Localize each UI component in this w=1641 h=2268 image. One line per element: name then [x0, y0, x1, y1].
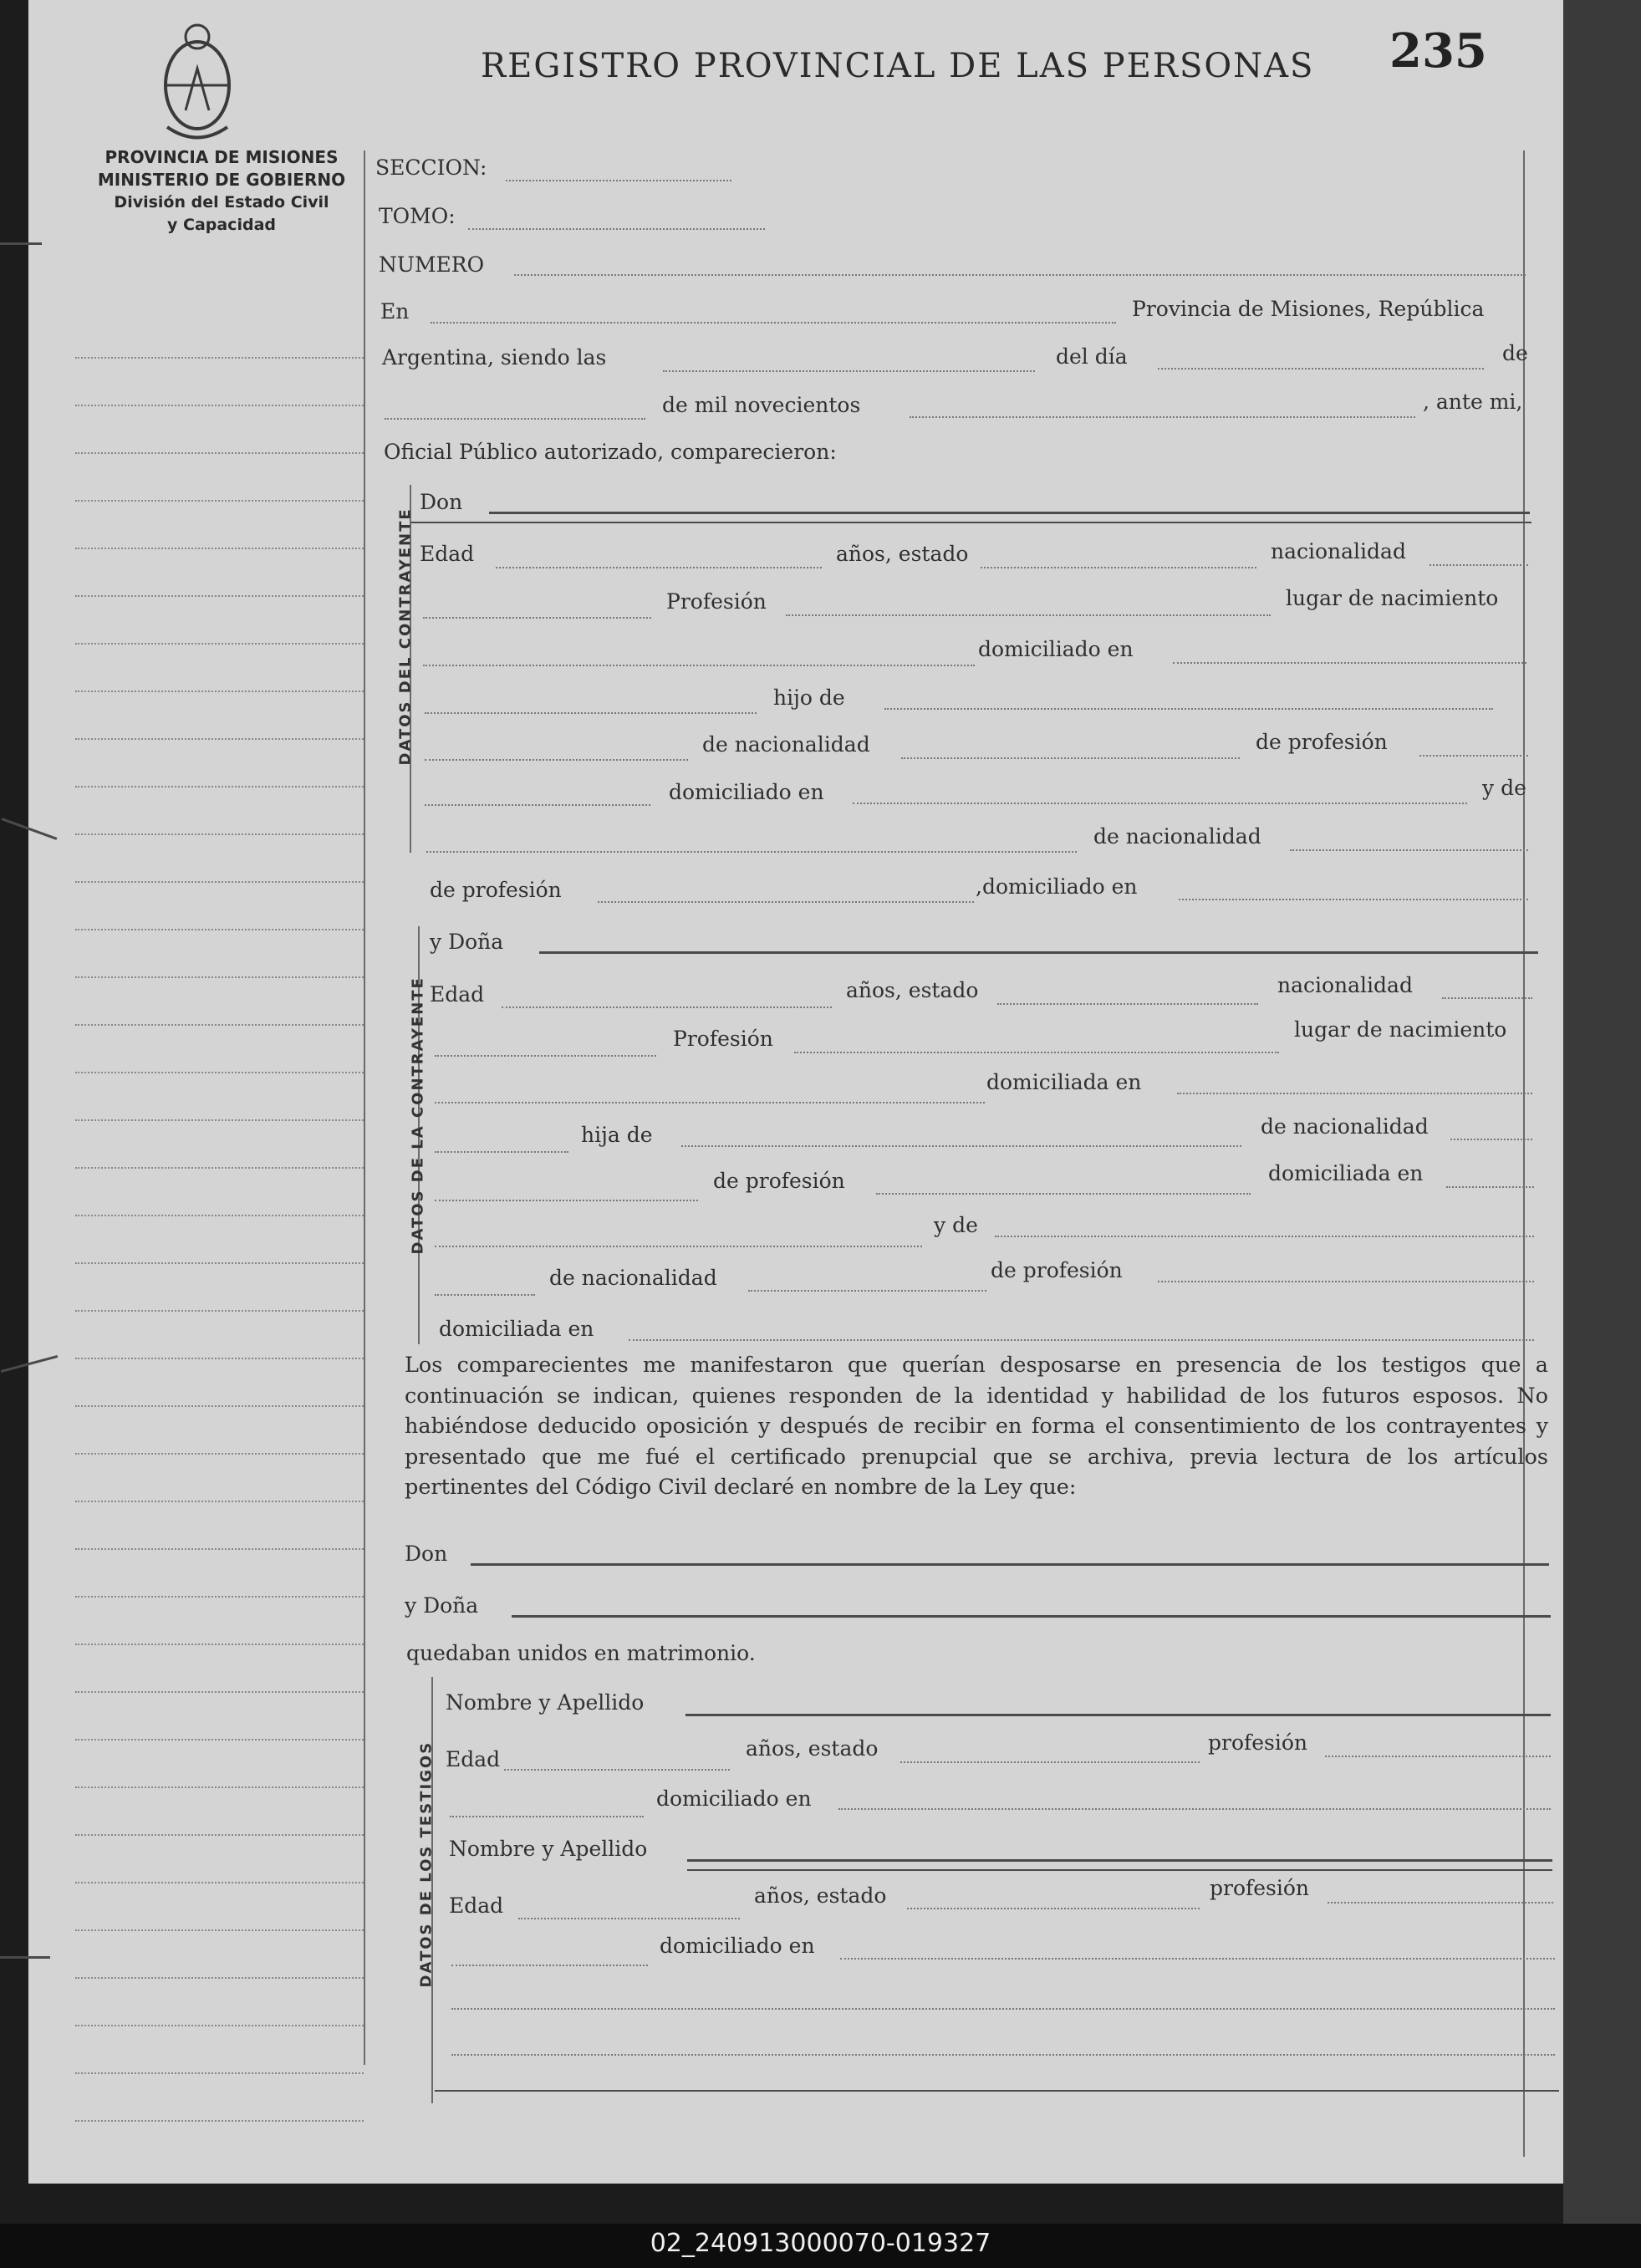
domiciliado2-label: domiciliado en: [660, 1934, 815, 1958]
bride-madre-prof-field[interactable]: [1158, 1281, 1534, 1282]
de-nacionalidad2-label: de nacionalidad: [1093, 824, 1261, 849]
margin-note-line[interactable]: [75, 311, 364, 359]
domiciliado2-label: domiciliado en: [669, 780, 824, 804]
margin-note-line[interactable]: [75, 1788, 364, 1836]
groom-union-name-field[interactable]: [471, 1563, 1549, 1566]
bride-section-label: DATOS DE LA CONTRAYENTE: [409, 976, 427, 1255]
margin-notes: [75, 311, 364, 2122]
numero-label: NUMERO: [379, 252, 485, 277]
margin-note-line[interactable]: [75, 1740, 364, 1788]
bride-padre-field[interactable]: [681, 1145, 1241, 1147]
bride-madre-dom-field[interactable]: [629, 1339, 1534, 1341]
tomo-label: TOMO:: [379, 204, 456, 228]
mil-novecientos-label: de mil novecientos: [662, 393, 861, 417]
image-identifier: 02_240913000070-019327: [650, 2229, 991, 2258]
lugar-nacimiento-label: lugar de nacimiento: [1294, 1017, 1507, 1042]
anos-estado1-label: años, estado: [746, 1736, 879, 1761]
lugar-nacimiento-label: lugar de nacimiento: [1286, 586, 1499, 610]
binding-stitch: [0, 242, 42, 245]
margin-note-line[interactable]: [75, 1598, 364, 1645]
bride-madre2-field[interactable]: [435, 1294, 535, 1296]
groom-domicilio-field[interactable]: [1173, 662, 1526, 664]
margin-note-line[interactable]: [75, 1216, 364, 1264]
margin-note-line[interactable]: [75, 1455, 364, 1502]
anio-field[interactable]: [910, 416, 1415, 418]
groom-lugar-field[interactable]: [423, 665, 975, 666]
dept-line: MINISTERIO DE GOBIERNO: [97, 170, 346, 190]
bride-profesion-pre-field[interactable]: [435, 1055, 656, 1057]
margin-note-line[interactable]: [75, 502, 364, 549]
groom-madre-nac-field[interactable]: [1290, 849, 1528, 851]
groom-padre2-field[interactable]: [425, 759, 688, 761]
bride-madre-field[interactable]: [995, 1236, 1534, 1237]
domiciliado1-label: domiciliado en: [656, 1786, 812, 1811]
domiciliado3-label: ,domiciliado en: [976, 874, 1138, 899]
margin-note-line[interactable]: [75, 1026, 364, 1073]
bride-edad-field[interactable]: [502, 1007, 832, 1008]
page-title: REGISTRO PROVINCIAL DE LAS PERSONAS: [481, 47, 1315, 85]
groom-section-label: DATOS DEL CONTRAYENTE: [396, 507, 415, 766]
groom-padre-dom-field[interactable]: [853, 803, 1467, 804]
margin-note-line[interactable]: [75, 1121, 364, 1169]
argentina-coat-of-arms-icon: [161, 18, 234, 144]
hijo-de-label: hijo de: [773, 685, 845, 710]
witness-extra-line[interactable]: [451, 2008, 1555, 2010]
provincia-text: Provincia de Misiones, República: [1132, 297, 1485, 321]
witness2-edad-field[interactable]: [518, 1918, 740, 1919]
margin-note-line[interactable]: [75, 1645, 364, 1693]
don-label: Don: [405, 1542, 448, 1566]
folio-number: 235: [1389, 23, 1487, 79]
hija-de-label: hija de: [581, 1123, 653, 1147]
de-profesion-label: de profesión: [713, 1169, 845, 1193]
nombre1-label: Nombre y Apellido: [446, 1690, 645, 1715]
edad-label: Edad: [430, 982, 485, 1007]
witness2-profesion-field[interactable]: [1328, 1902, 1553, 1904]
groom-estado-field[interactable]: [981, 567, 1256, 568]
bride-lugar-field[interactable]: [435, 1102, 985, 1103]
margin-note-line[interactable]: [75, 787, 364, 835]
margin-note-line[interactable]: [75, 2074, 364, 2122]
witnesses-section-label: DATOS DE LOS TESTIGOS: [417, 1740, 436, 1988]
bride-domicilio2-field[interactable]: [435, 1151, 568, 1153]
domiciliada2-label: domiciliada en: [1268, 1161, 1424, 1185]
y-de-label: y de: [1482, 776, 1526, 800]
margin-note-line[interactable]: [75, 1312, 364, 1359]
declaration-text: Los comparecientes me manifestaron que querían desposarse en presencia de los testigos que a continuación se indican, quienes responden de la identidad y habilidad de los futuros esposos. No habiéndose deducido oposición y después de recibir en forma el consentimiento de los contrayentes y presentado que me fué el certificado prenupcial que se archiva, previa lectura de los artículos pertinentes del Código Civil declaré en nombre de la Ley que:: [405, 1353, 1548, 1500]
binding-stitch: [0, 1956, 50, 1959]
groom-madre-dom-field[interactable]: [1179, 899, 1528, 900]
edad1-label: Edad: [446, 1747, 501, 1771]
groom-separator: [411, 522, 1531, 523]
dona-label: y Doña: [405, 1593, 479, 1618]
hora-field[interactable]: [663, 370, 1035, 372]
witness1-name-field[interactable]: [685, 1714, 1551, 1716]
margin-note-line[interactable]: [75, 692, 364, 740]
y-de-label: y de: [934, 1213, 978, 1237]
witness1-profesion2-field[interactable]: [450, 1816, 644, 1817]
dept-line: y Capacidad: [167, 216, 276, 234]
margin-note-line[interactable]: [75, 2026, 364, 2074]
bride-nacionalidad-field[interactable]: [1442, 997, 1532, 999]
profesion2-label: profesión: [1210, 1876, 1310, 1900]
margin-note-line[interactable]: [75, 1169, 364, 1216]
margin-note-line[interactable]: [75, 978, 364, 1026]
bride-union-name-field[interactable]: [512, 1615, 1551, 1618]
witness2-name-field[interactable]: [687, 1859, 1552, 1862]
nacionalidad-label: nacionalidad: [1271, 539, 1406, 563]
groom-nacionalidad-field[interactable]: [1430, 564, 1528, 566]
witness-extra-line[interactable]: [451, 2054, 1555, 2056]
groom-name-field[interactable]: [489, 512, 1530, 514]
witness1-estado-field[interactable]: [900, 1761, 1200, 1763]
margin-note-line[interactable]: [75, 1264, 364, 1312]
don-label: Don: [420, 490, 463, 514]
anos-estado2-label: años, estado: [754, 1883, 887, 1908]
margin-rule: [364, 150, 365, 2065]
witness2-estado-field[interactable]: [907, 1908, 1200, 1909]
dept-line: PROVINCIA DE MISIONES: [104, 147, 339, 167]
margin-note-line[interactable]: [75, 597, 364, 645]
bride-padre-nac-field[interactable]: [1450, 1139, 1532, 1140]
anos-estado-label: años, estado: [846, 978, 979, 1002]
witness2-profesion2-field[interactable]: [451, 1965, 648, 1966]
bride-padre-dom2-field[interactable]: [435, 1246, 922, 1247]
bride-domicilio-field[interactable]: [1177, 1093, 1532, 1094]
nombre2-label: Nombre y Apellido: [449, 1837, 648, 1861]
seccion-field[interactable]: [506, 180, 731, 181]
domiciliada-label: domiciliada en: [986, 1070, 1142, 1094]
groom-edad-field[interactable]: [496, 567, 822, 568]
witness1-domicilio-field[interactable]: [838, 1808, 1551, 1810]
domiciliada3-label: domiciliada en: [439, 1317, 594, 1341]
margin-note-line[interactable]: [75, 549, 364, 597]
dept-line: División del Estado Civil: [114, 193, 329, 212]
groom-padre-prof2-field[interactable]: [425, 804, 650, 806]
margin-note-line[interactable]: [75, 1407, 364, 1455]
margin-note-line[interactable]: [75, 835, 364, 883]
margin-note-line[interactable]: [75, 359, 364, 406]
ante-mi-text: , ante mi,: [1423, 390, 1523, 414]
groom-profesion-pre-field[interactable]: [423, 617, 651, 619]
witness1-edad-field[interactable]: [504, 1769, 730, 1771]
edad-label: Edad: [420, 542, 475, 566]
witness1-profesion-field[interactable]: [1325, 1756, 1551, 1757]
groom-domicilio2-field[interactable]: [425, 712, 757, 714]
margin-note-line[interactable]: [75, 645, 364, 692]
margin-note-line[interactable]: [75, 1883, 364, 1931]
groom-madre-prof-field[interactable]: [598, 901, 974, 903]
de-label: de: [1502, 341, 1528, 365]
groom-profesion-field[interactable]: [786, 614, 1271, 616]
domiciliado-label: domiciliado en: [978, 637, 1134, 661]
margin-note-line[interactable]: [75, 740, 364, 787]
de-nacionalidad-label: de nacionalidad: [1261, 1114, 1429, 1139]
groom-madre-field[interactable]: [426, 851, 1077, 853]
margin-note-line[interactable]: [75, 1931, 364, 1979]
margin-note-line[interactable]: [75, 1693, 364, 1740]
tomo-field[interactable]: [468, 228, 765, 230]
lugar-field[interactable]: [431, 322, 1116, 324]
margin-note-line[interactable]: [75, 1502, 364, 1550]
anos-estado-label: años, estado: [836, 542, 969, 566]
margin-note-line[interactable]: [75, 1073, 364, 1121]
margin-note-line[interactable]: [75, 1836, 364, 1883]
de-profesion2-label: de profesión: [430, 878, 562, 902]
bride-profesion-field[interactable]: [794, 1052, 1279, 1053]
dia-field[interactable]: [1158, 368, 1484, 370]
margin-note-line[interactable]: [75, 930, 364, 978]
de-profesion2-label: de profesión: [991, 1258, 1123, 1282]
margin-note-line[interactable]: [75, 883, 364, 930]
right-rule: [1523, 150, 1525, 2157]
bride-madre-nac-field[interactable]: [748, 1290, 986, 1292]
bride-padre-dom-field[interactable]: [1446, 1186, 1534, 1188]
margin-note-line[interactable]: [75, 454, 364, 502]
oficial-text: Oficial Público autorizado, comparecieron:: [384, 440, 837, 464]
de-profesion-label: de profesión: [1256, 730, 1388, 754]
seccion-label: SECCION:: [375, 155, 487, 180]
witness-bottom-rule: [435, 2090, 1559, 2092]
de-nacionalidad2-label: de nacionalidad: [549, 1266, 717, 1290]
margin-note-line[interactable]: [75, 406, 364, 454]
del-dia-label: del día: [1056, 344, 1128, 369]
margin-note-line[interactable]: [75, 1359, 364, 1407]
bride-estado-field[interactable]: [997, 1003, 1258, 1005]
margin-note-line[interactable]: [75, 1979, 364, 2026]
witness2-name-underline: [687, 1869, 1552, 1871]
mes-field[interactable]: [385, 418, 645, 420]
groom-padre-nac-field[interactable]: [901, 757, 1240, 759]
nacionalidad-label: nacionalidad: [1277, 973, 1413, 997]
witness2-domicilio-field[interactable]: [840, 1958, 1555, 1960]
en-label: En: [380, 299, 410, 324]
profesion-label: Profesión: [666, 589, 767, 614]
bride-padre-nac2-field[interactable]: [435, 1200, 698, 1201]
edad2-label: Edad: [449, 1893, 504, 1918]
groom-padre-prof-field[interactable]: [1419, 755, 1528, 757]
book-spine: [1563, 0, 1641, 2224]
de-nacionalidad-label: de nacionalidad: [702, 732, 870, 757]
argentina-text: Argentina, siendo las: [382, 345, 607, 370]
dona-label: y Doña: [430, 930, 504, 954]
groom-padre-field[interactable]: [884, 708, 1493, 710]
margin-note-line[interactable]: [75, 1550, 364, 1598]
bride-padre-prof-field[interactable]: [876, 1193, 1251, 1195]
numero-field[interactable]: [514, 274, 1526, 276]
bride-name-field[interactable]: [539, 951, 1538, 954]
profesion-label: Profesión: [673, 1027, 773, 1051]
unidos-text: quedaban unidos en matrimonio.: [406, 1641, 756, 1665]
issuing-department: [75, 146, 368, 237]
profesion1-label: profesión: [1208, 1730, 1308, 1755]
